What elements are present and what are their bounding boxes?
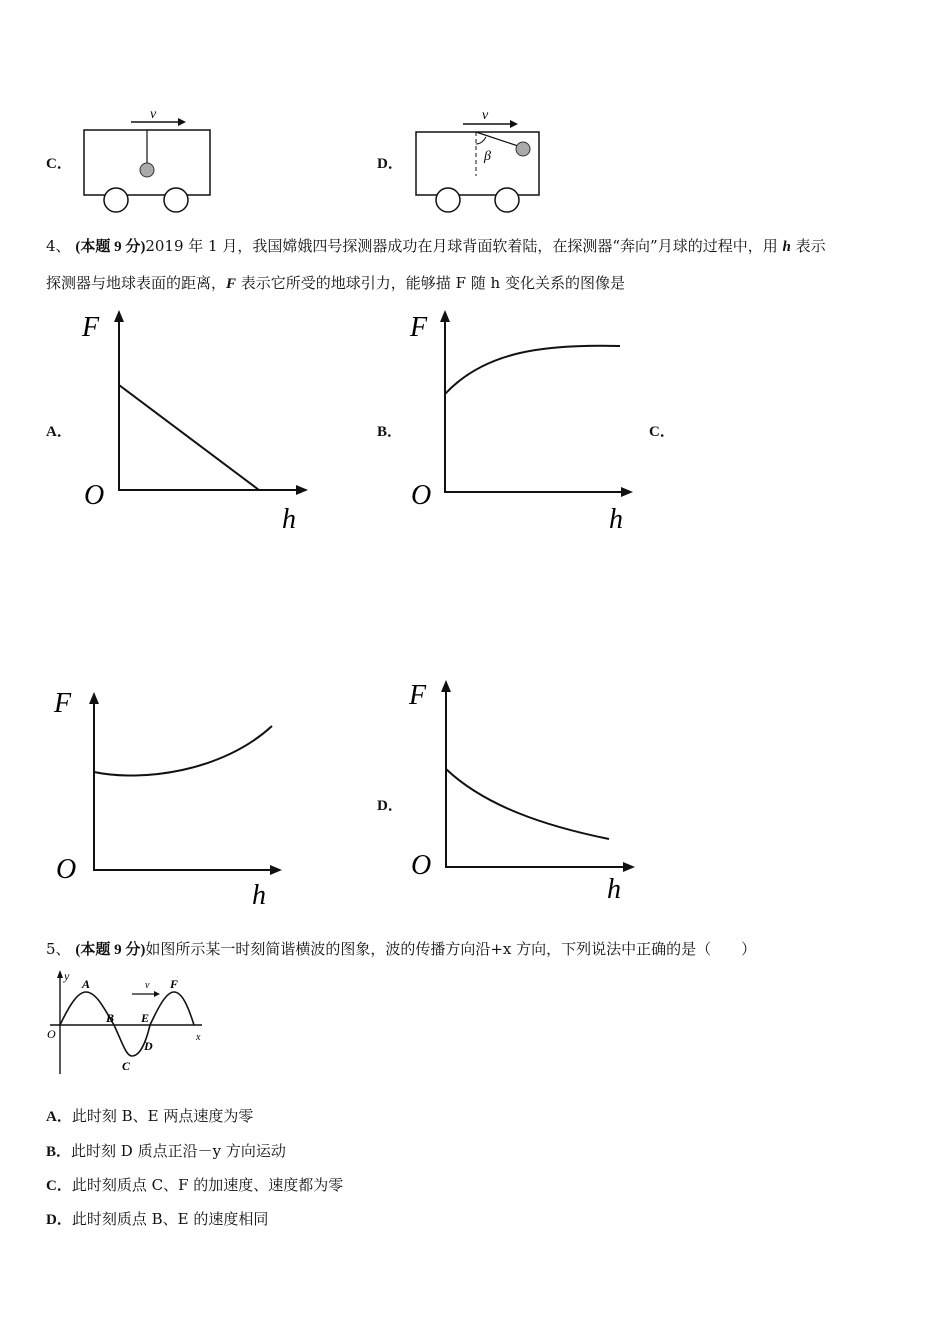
q4-stem-line1 xyxy=(46,236,826,257)
y-axis-label: F xyxy=(82,312,100,343)
q4-graph-a xyxy=(78,306,318,542)
point-f-label: F xyxy=(170,977,179,991)
origin-label: O xyxy=(84,480,105,511)
x-axis-arrow-icon xyxy=(296,485,308,495)
point-b-label: B xyxy=(106,1011,115,1025)
q5-option-a xyxy=(46,1106,253,1127)
x-axis-arrow-icon xyxy=(623,862,635,872)
pendulum-string xyxy=(476,132,518,146)
x-axis-label: h xyxy=(609,504,623,535)
y-axis-arrow-icon xyxy=(440,310,450,322)
y-axis-arrow-icon xyxy=(114,310,124,322)
force-curve xyxy=(446,769,609,839)
force-curve xyxy=(119,385,259,490)
wheel-right xyxy=(164,188,188,212)
origin-label: O xyxy=(56,854,77,885)
angle-arc xyxy=(476,137,486,144)
q4-number: 4、 xyxy=(46,237,71,255)
pendulum-ball xyxy=(140,163,154,177)
force-curve xyxy=(445,346,620,394)
q4-text-1a: 2019 年 1 月，我国嫦娥四号探测器成功在月球背面软着陆，在探测器“奔向”月球的过程中，用 xyxy=(145,237,783,255)
point-c-label: C xyxy=(122,1059,131,1073)
q5-option-a-text: 此时刻 B、E 两点速度为零 xyxy=(71,1107,254,1125)
q3-option-c-label: C． xyxy=(46,156,72,172)
wave-y-label: y xyxy=(64,969,70,983)
q4-stem-line2 xyxy=(46,273,625,294)
q4-option-c-label: C． xyxy=(649,424,675,440)
origin-label: O xyxy=(411,480,432,511)
q5-number: 5、 xyxy=(46,940,71,958)
q4-f-variable: F xyxy=(226,276,237,292)
q4-graph-d xyxy=(405,676,645,912)
point-d-label: D xyxy=(144,1039,153,1053)
wheel-left xyxy=(104,188,128,212)
arrow-head-icon xyxy=(178,118,186,126)
origin-label: O xyxy=(411,850,432,881)
q4-option-b-label: B． xyxy=(377,424,403,440)
q5-option-b xyxy=(46,1141,286,1162)
point-a-label: A xyxy=(82,977,91,991)
x-axis-label: h xyxy=(252,880,266,911)
q4-text-2a: 探测器与地球表面的距离， xyxy=(46,274,227,292)
angle-label: β xyxy=(484,149,491,164)
q4-option-d-label: D． xyxy=(377,798,403,814)
q4-text-2b: 表示它所受的地球引力，能够描 F 随 h 变化关系的图像是 xyxy=(236,274,625,292)
q4-score: (本题 9 分) xyxy=(75,239,146,255)
q3-option-c-figure xyxy=(78,104,218,216)
q5-option-c xyxy=(46,1175,343,1196)
x-axis-arrow-icon xyxy=(270,865,282,875)
q5-score: (本题 9 分) xyxy=(75,942,146,958)
force-curve xyxy=(94,726,272,776)
y-axis-label: F xyxy=(54,688,72,719)
y-axis-label: F xyxy=(409,680,427,711)
wave-x-label: x xyxy=(196,1032,201,1043)
arrow-head-icon xyxy=(154,991,160,997)
x-axis-label: h xyxy=(282,504,296,535)
y-axis-label: F xyxy=(410,312,428,343)
q4-graph-b xyxy=(405,306,645,542)
q5-wave-figure xyxy=(44,966,214,1078)
q4-graph-c xyxy=(52,676,292,912)
wheel-left xyxy=(436,188,460,212)
q5-stem xyxy=(46,939,756,960)
q4-option-a-label: A． xyxy=(46,424,72,440)
q5-option-d-label: D． xyxy=(46,1212,72,1228)
q5-option-d-text: 此时刻质点 B、E 的速度相同 xyxy=(71,1210,269,1228)
x-axis-label: h xyxy=(607,874,621,905)
q4-h-variable: h xyxy=(782,239,791,255)
q5-option-b-label: B． xyxy=(46,1144,72,1160)
wave-curve xyxy=(60,992,194,1056)
x-axis-arrow-icon xyxy=(621,487,633,497)
q3-option-d-label: D． xyxy=(377,156,403,172)
velocity-label: v xyxy=(150,107,157,122)
q5-option-c-label: C． xyxy=(46,1178,72,1194)
q5-option-d xyxy=(46,1209,268,1230)
pendulum-ball xyxy=(516,142,530,156)
arrow-head-icon xyxy=(510,120,518,128)
y-axis-arrow-icon xyxy=(441,680,451,692)
point-e-label: E xyxy=(141,1011,150,1025)
q5-option-c-text: 此时刻质点 C、F 的加速度、速度都为零 xyxy=(71,1176,344,1194)
wheel-right xyxy=(495,188,519,212)
q5-option-a-label: A． xyxy=(46,1109,72,1125)
cart-body xyxy=(416,132,539,195)
q4-text-1b: 表示 xyxy=(790,237,826,255)
y-axis-arrow-icon xyxy=(57,970,63,978)
y-axis-arrow-icon xyxy=(89,692,99,704)
wave-origin-label: O xyxy=(47,1027,56,1041)
q5-text: 如图所示某一时刻简谐横波的图象，波的传播方向沿+x 方向，下列说法中正确的是（ ） xyxy=(145,940,757,958)
velocity-label: v xyxy=(482,108,489,123)
q3-option-d-figure xyxy=(410,104,550,216)
wave-velocity-label: v xyxy=(145,980,150,991)
q5-option-b-text: 此时刻 D 质点正沿－y 方向运动 xyxy=(71,1142,286,1160)
